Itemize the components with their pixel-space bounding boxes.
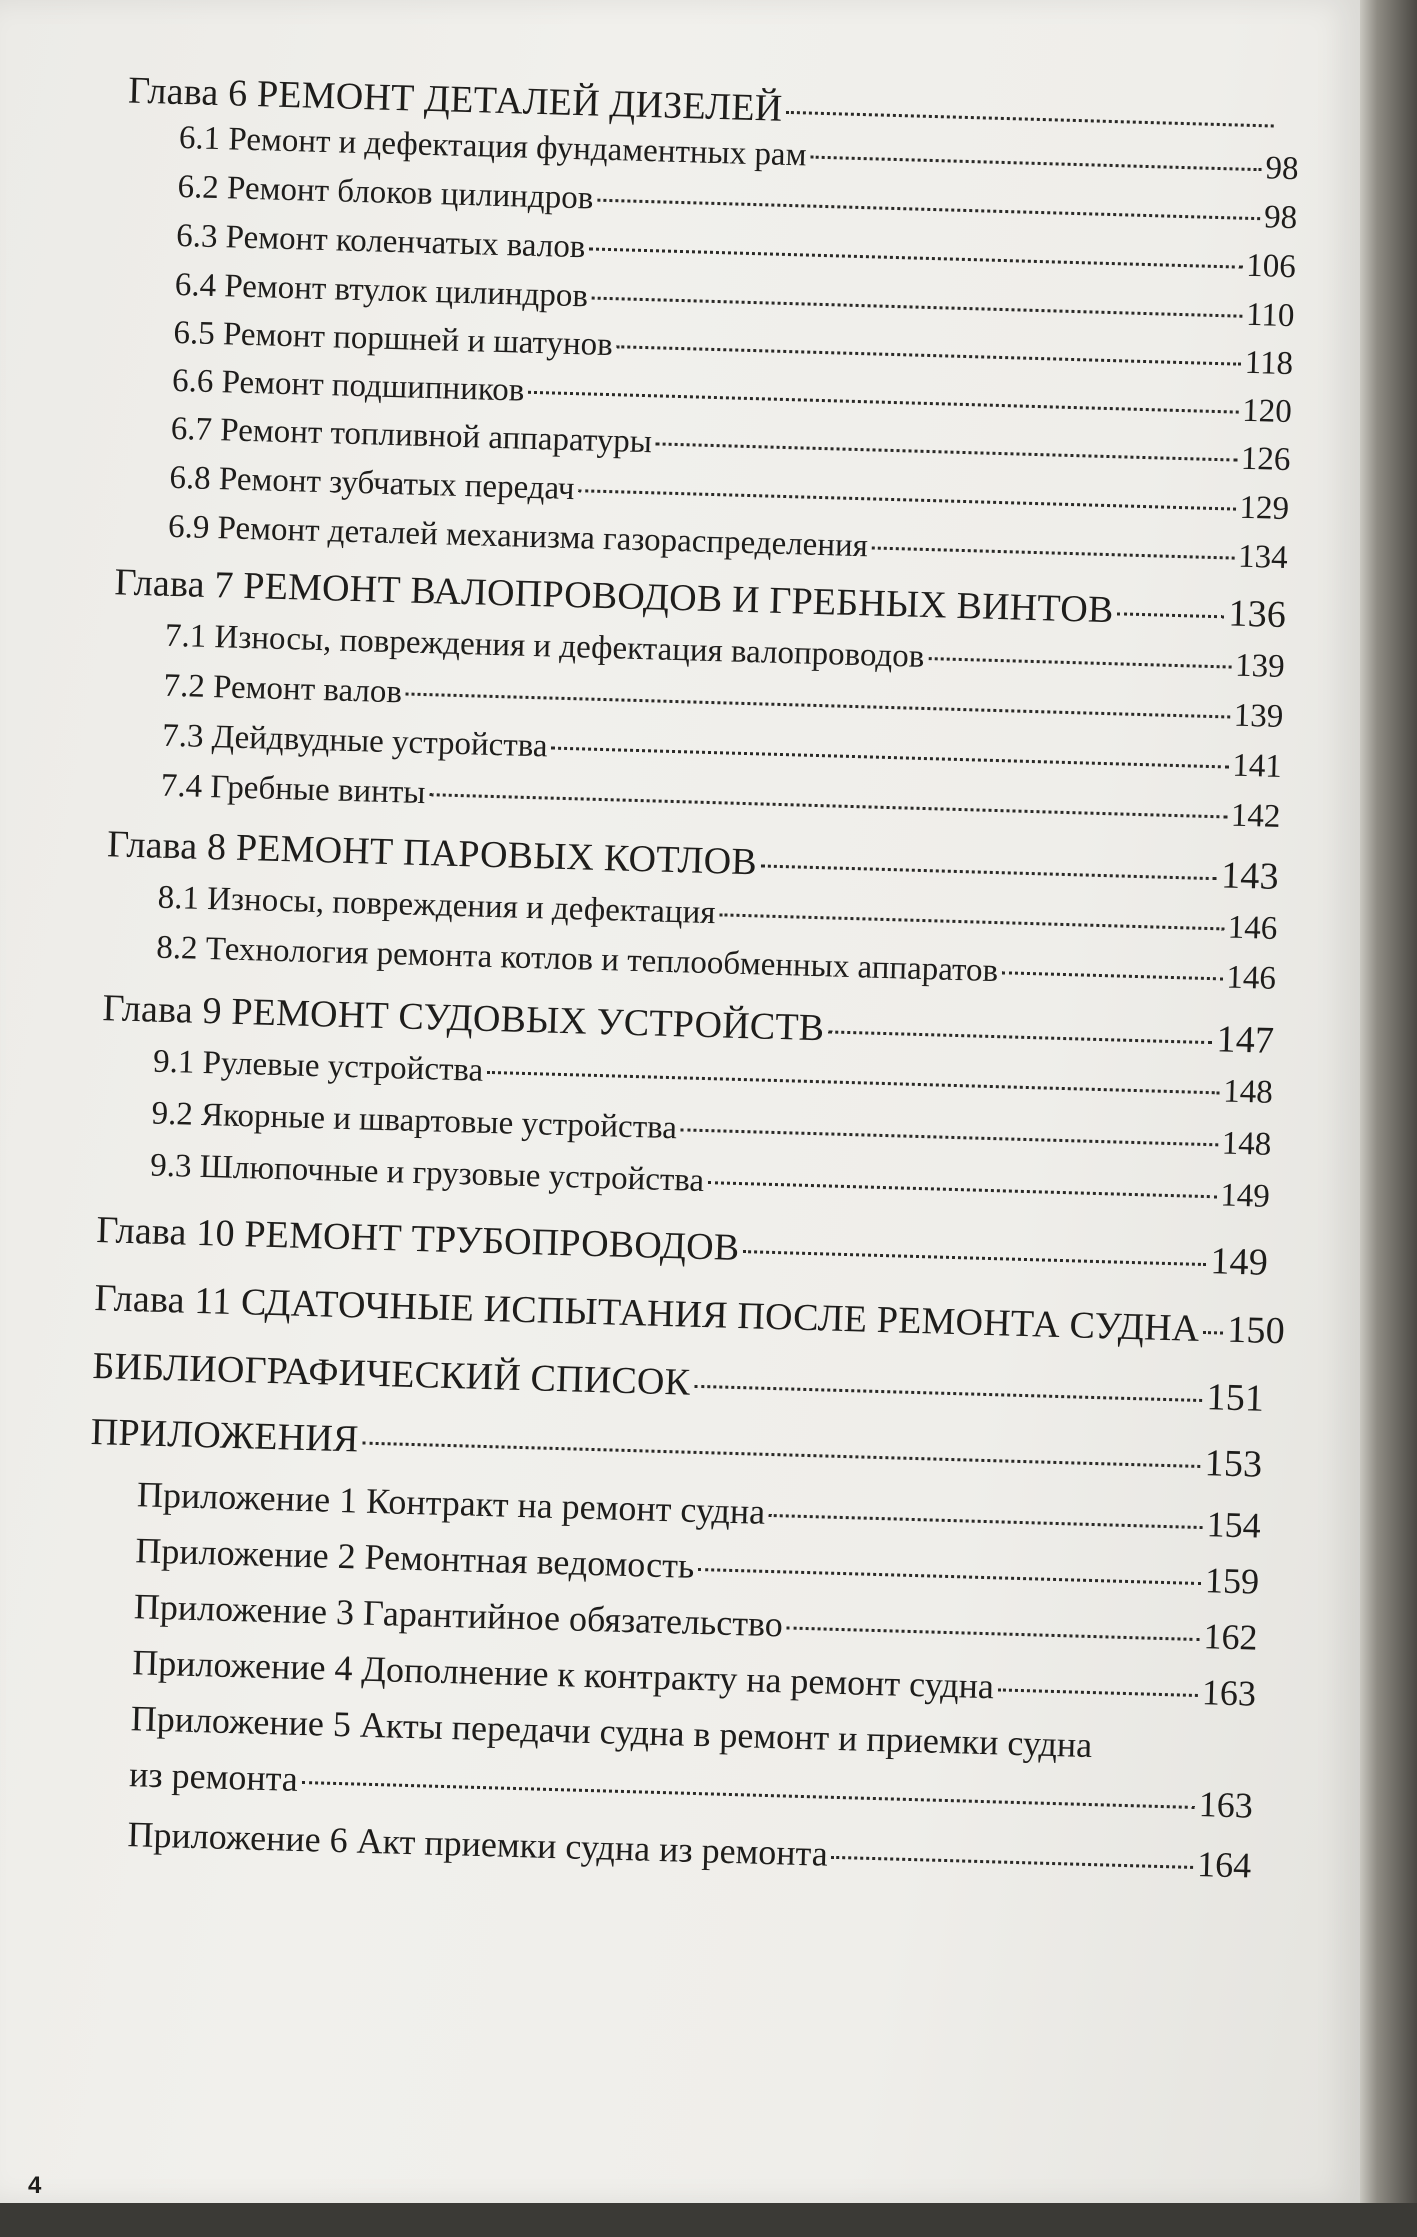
- dot-leader: [743, 1250, 1206, 1266]
- toc-label: Приложение 1 Контракт на ремонт судна: [136, 1474, 766, 1532]
- toc-page-number: 126: [1240, 440, 1291, 479]
- toc-page-number: 139: [1233, 697, 1284, 735]
- toc-page-number: 162: [1202, 1616, 1259, 1658]
- toc-label: 8.1 Износы, повреждения и дефектация: [157, 879, 716, 932]
- toc-page-number: 141: [1231, 747, 1283, 785]
- toc-page-number: 146: [1225, 959, 1277, 997]
- toc-page-number: 163: [1201, 1672, 1257, 1714]
- dot-leader: [589, 247, 1242, 268]
- toc-appendix-6: [127, 1813, 1252, 1886]
- dot-leader: [810, 156, 1261, 172]
- toc-label: 6.5 Ремонт поршней и шатунов: [173, 314, 614, 364]
- toc-label: 6.2 Ремонт блоков цилиндров: [177, 168, 594, 217]
- dot-leader: [698, 1568, 1201, 1585]
- toc-page-number: 149: [1219, 1177, 1271, 1215]
- toc-label: 7.3 Дейдвудные устройства: [161, 717, 549, 765]
- toc-label: 9.1 Рулевые устройства: [152, 1043, 484, 1089]
- toc-label: 9.2 Якорные и швартовые устройства: [151, 1095, 678, 1147]
- toc-page-number: 110: [1245, 296, 1295, 335]
- dot-leader: [528, 391, 1238, 414]
- dot-leader: [787, 1626, 1200, 1641]
- dot-leader: [681, 1128, 1218, 1146]
- toc-label: 6.4 Ремонт втулок цилиндров: [174, 266, 589, 315]
- toc-label: Приложение 3 Гарантийное обязательство: [133, 1586, 784, 1645]
- toc-chapter-11: [93, 1276, 1286, 1353]
- toc-page-number: 159: [1204, 1560, 1260, 1602]
- book-edge: [1360, 0, 1417, 2203]
- dot-leader: [769, 1514, 1203, 1529]
- toc-appendix-5-title: Приложение 5 Акты передачи судна в ремонт и приемки судна: [130, 1698, 1093, 1766]
- dot-leader: [487, 1071, 1219, 1094]
- toc-label: Глава 6 РЕМОНТ ДЕТАЛЕЙ ДИЗЕЛЕЙ: [127, 69, 783, 130]
- toc-page-number: 149: [1209, 1240, 1269, 1284]
- dot-leader: [761, 864, 1217, 880]
- toc-bibliography: [92, 1344, 1265, 1421]
- toc-page-number: 129: [1239, 489, 1290, 528]
- toc-page-number: 151: [1206, 1376, 1265, 1420]
- toc-label: 9.3 Шлюпочные и грузовые устройства: [149, 1147, 705, 1200]
- toc-label: Глава 7 РЕМОНТ ВАЛОПРОВОДОВ И ГРЕБНЫХ ВИНТОВ: [113, 561, 1115, 632]
- dot-leader: [1002, 971, 1222, 980]
- toc-page-number: 136: [1227, 592, 1287, 637]
- dot-leader: [1203, 1331, 1223, 1335]
- toc-page-number: 150: [1226, 1308, 1286, 1353]
- toc-label: 7.2 Ремонт валов: [163, 667, 403, 711]
- dot-leader: [406, 692, 1230, 718]
- toc-label: 7.4 Гребные винты: [160, 767, 426, 812]
- toc-page-number: 134: [1237, 538, 1289, 577]
- toc-label: БИБЛИОГРАФИЧЕСКИЙ СПИСОК: [92, 1345, 691, 1404]
- toc-chapter-10: [96, 1208, 1269, 1285]
- toc-page-number: 148: [1221, 1125, 1272, 1163]
- dot-leader: [302, 1781, 1195, 1809]
- dot-leader: [1117, 612, 1224, 618]
- toc-page-number: 142: [1230, 797, 1281, 835]
- toc-page-number: 106: [1245, 247, 1297, 286]
- page-number: 4: [28, 2172, 42, 2199]
- toc-label: 8.2 Технология ремонта котлов и теплообменных аппаратов: [155, 929, 999, 990]
- toc-label: из ремонта: [128, 1754, 299, 1799]
- toc-page-number: 143: [1220, 854, 1280, 898]
- toc-page-number: 146: [1227, 909, 1278, 947]
- toc-page-number: 120: [1241, 392, 1293, 431]
- dot-leader: [828, 1030, 1212, 1044]
- toc-page-number: 147: [1216, 1018, 1275, 1062]
- dot-leader: [578, 489, 1235, 510]
- toc-label: 6.7 Ремонт топливной аппаратуры: [170, 410, 653, 461]
- toc-label: Приложение 4 Дополнение к контракту на ремонт судна: [131, 1642, 995, 1707]
- toc-label: Приложение 2 Ремонтная ведомость: [134, 1530, 695, 1586]
- toc-label: 7.1 Износы, повреждения и дефектация валопроводов: [164, 617, 925, 675]
- dot-leader: [551, 747, 1228, 769]
- toc-label: Приложение 6 Акт приемки судна из ремонта: [127, 1814, 829, 1874]
- dot-leader: [832, 1856, 1193, 1869]
- toc-label: 6.3 Ремонт коленчатых валов: [175, 217, 586, 266]
- toc-label: 6.8 Ремонт зубчатых передач: [168, 459, 576, 508]
- dot-leader: [928, 657, 1231, 668]
- toc-page-number: 98: [1263, 199, 1298, 237]
- dot-leader: [708, 1181, 1216, 1198]
- dot-leader: [592, 297, 1242, 318]
- toc-page-number: 118: [1244, 344, 1294, 383]
- toc-page-number: 139: [1234, 647, 1286, 686]
- dot-leader: [786, 111, 1274, 128]
- toc-page-number: 148: [1222, 1073, 1274, 1111]
- dot-leader: [362, 1442, 1200, 1468]
- dot-leader: [694, 1385, 1203, 1402]
- toc-label: ПРИЛОЖЕНИЯ: [90, 1410, 360, 1461]
- toc-page-number: 153: [1204, 1442, 1263, 1486]
- toc-page-number: 164: [1196, 1844, 1252, 1886]
- toc-page-number: 163: [1198, 1784, 1254, 1826]
- toc-label: 6.9 Ремонт деталей механизма газораспределения: [167, 508, 869, 565]
- toc-label: Глава 11 СДАТОЧНЫЕ ИСПЫТАНИЯ ПОСЛЕ РЕМОНТА СУДНА: [93, 1277, 1200, 1350]
- dot-leader: [597, 199, 1260, 221]
- dot-leader: [429, 793, 1227, 818]
- dot-leader: [617, 345, 1241, 365]
- toc-label: Глава 8 РЕМОНТ ПАРОВЫХ КОТЛОВ: [106, 823, 758, 884]
- dot-leader: [872, 546, 1234, 559]
- toc-label: 6.6 Ремонт подшипников: [171, 362, 525, 409]
- toc-appendices: [90, 1410, 1263, 1487]
- dot-leader: [998, 1688, 1198, 1697]
- toc-label: Глава 9 РЕМОНТ СУДОВЫХ УСТРОЙСТВ: [102, 987, 825, 1050]
- toc-label: Глава 10 РЕМОНТ ТРУБОПРОВОДОВ: [95, 1209, 740, 1270]
- toc-page-number: 98: [1265, 150, 1300, 188]
- dot-leader: [719, 913, 1223, 930]
- toc-label: 6.1 Ремонт и дефектация фундаментных рам: [178, 119, 807, 174]
- toc-page-number: 154: [1206, 1504, 1262, 1546]
- dot-leader: [656, 442, 1237, 461]
